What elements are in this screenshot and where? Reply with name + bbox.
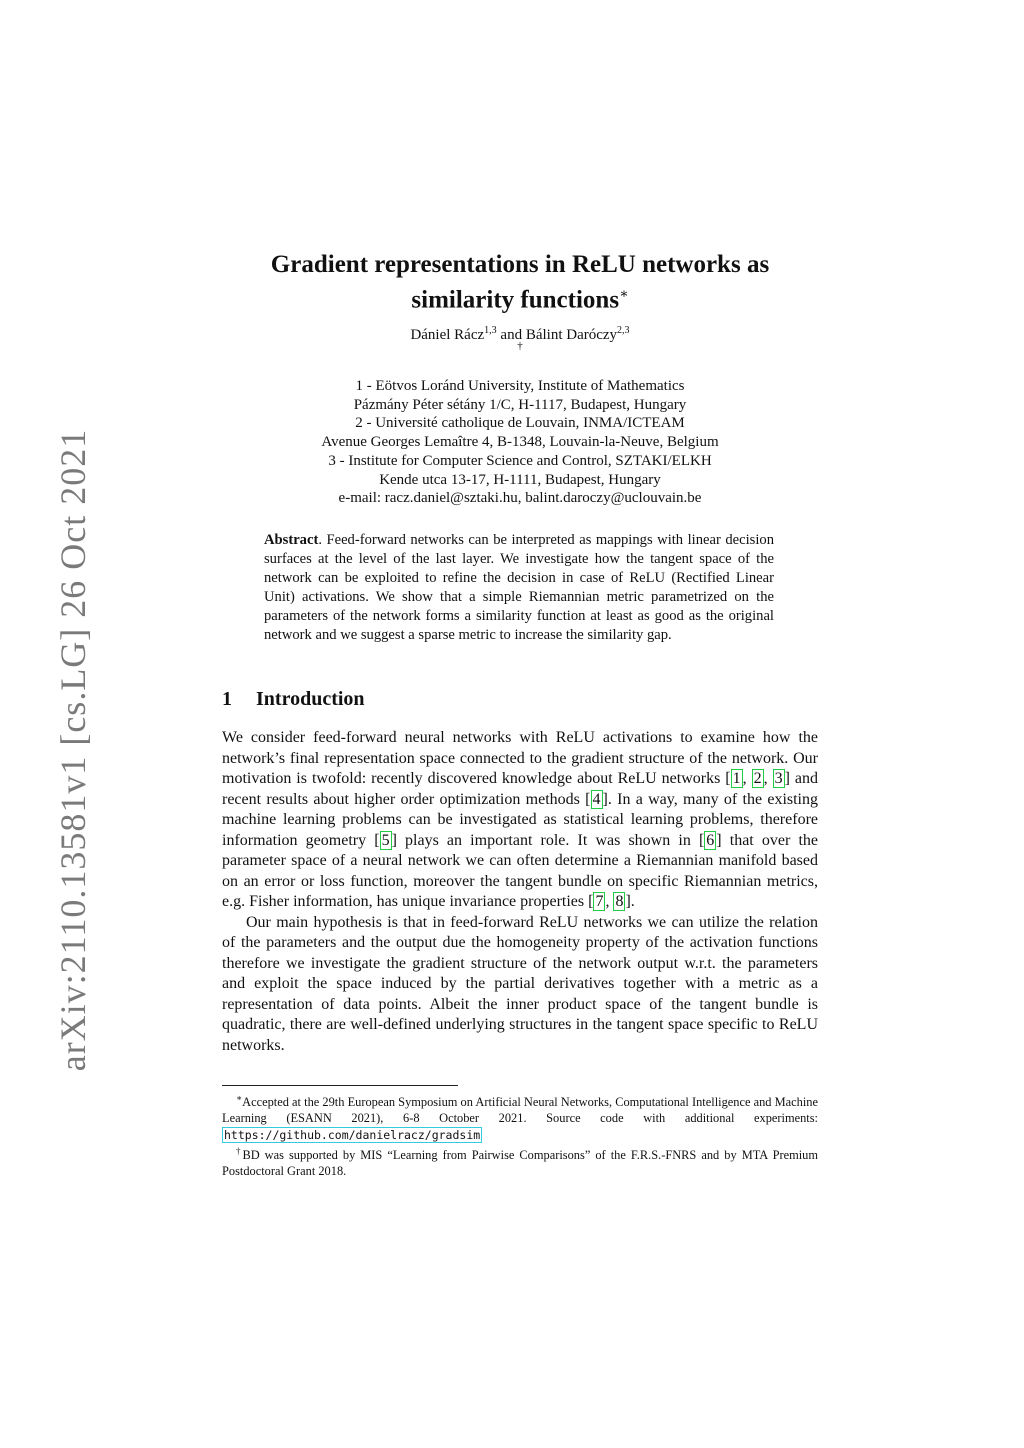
author-1-affiliation: 1,3 bbox=[484, 325, 497, 336]
author-1-name: Dániel Rácz bbox=[410, 327, 485, 343]
paragraph-text: , bbox=[742, 770, 752, 787]
title-line-1: Gradient representations in ReLU networks as bbox=[270, 251, 770, 278]
citation-link[interactable]: 4 bbox=[592, 790, 601, 808]
paragraph-1 bbox=[222, 728, 818, 913]
footnote-1 bbox=[222, 1090, 818, 1143]
affiliation-block bbox=[200, 377, 840, 508]
paragraph-text: ] and recent results about higher order optimization methods [ bbox=[222, 770, 819, 808]
author-2-name: Bálint Daróczy bbox=[525, 327, 618, 343]
introduction-body bbox=[222, 728, 818, 1056]
citation-link[interactable]: 2 bbox=[753, 770, 762, 787]
paragraph-text: ] plays an important role. It was shown in [ bbox=[391, 831, 705, 849]
author-dagger-mark[interactable]: † bbox=[517, 340, 523, 352]
title-footnote-mark[interactable]: ∗ bbox=[619, 287, 629, 302]
footnote-1-text: Accepted at the 29th European Symposium on Artificial Neural Networks, Computational Intelligence and Machine Learning (ESANN 2021), 6-8 October 2021. Source code with additional experiments: bbox=[222, 1095, 818, 1126]
arxiv-identifier-stamp[interactable]: arXiv:2110.13581v1 [cs.LG] 26 Oct 2021 bbox=[53, 428, 93, 1072]
title-line-2: similarity functions bbox=[411, 286, 620, 314]
paragraph-text: , bbox=[605, 893, 614, 910]
affiliation-line: Pázmány Péter sétány 1/C, H-1117, Budapest, Hungary bbox=[353, 396, 687, 413]
footnote-1-mark: ∗ bbox=[236, 1093, 243, 1103]
citation-link[interactable]: 3 bbox=[774, 770, 783, 787]
citation-link[interactable]: 5 bbox=[381, 831, 390, 849]
paragraph-text: ]. bbox=[625, 893, 635, 910]
footnote-2-text: BD was supported by MIS “Learning from Pairwise Comparisons” of the F.R.S.-FNRS and by MTA Premium Postdoctoral Grant 2018. bbox=[222, 1147, 819, 1179]
affiliation-line: Kende utca 13-17, H-1111, Budapest, Hungary bbox=[379, 471, 661, 488]
citation-link[interactable]: 6 bbox=[706, 831, 715, 849]
paragraph-text: We consider feed-forward neural networks with ReLU activations to examine how the network’s final representation space connected to the gradient structure of the network. Our motivation is twofold: recently discovered knowledge about ReLU networks [ bbox=[222, 729, 818, 787]
affiliation-line: 2 - Université catholique de Louvain, INMA/ICTEAM bbox=[355, 415, 685, 432]
author-conjunction: and bbox=[500, 327, 523, 343]
citation-link[interactable]: 1 bbox=[732, 770, 741, 787]
citation-link[interactable]: 7 bbox=[595, 893, 604, 910]
footnote-divider bbox=[222, 1085, 458, 1086]
affiliation-line: 1 - Eötvos Loránd University, Institute of Mathematics bbox=[355, 378, 685, 394]
paragraph-2: Our main hypothesis is that in feed-forward ReLU networks we can utilize the relation of the parameters and the output due the homogeneity property of the activation functions therefore we investigate the gradient structure of the network output w.r.t. the parameters and exploit the space induced by the partial derivatives together with a metric as a representation of data points. Albeit the inner product space of the tangent bundle is quadratic, there are well-defined underlying structures in the tangent space specific to ReLU networks. bbox=[222, 913, 818, 1054]
abstract-text: . Feed-forward networks can be interpreted as mappings with linear decision surfaces at the level of the last layer. We investigate how the tangent space of the network can be exploited to refine the decision in case of ReLU (Rectified Linear Unit) activations. We show that a simple Riemannian metric parametrized on the parameters of the network forms a similarity function at least as good as the original network and we suggest a sparse metric to increase the similarity gap. bbox=[264, 532, 774, 643]
abstract-label: Abstract bbox=[264, 532, 319, 548]
affiliation-line: 3 - Institute for Computer Science and Control, SZTAKI/ELKH bbox=[328, 452, 712, 469]
source-code-link[interactable]: https://github.com/danielracz/gradsim bbox=[224, 1127, 481, 1142]
paragraph-text: ]. In a way, many of the existing machine learning problems can be investigated as statistical learning problems, therefore information geometry [ bbox=[222, 790, 819, 849]
affiliation-line: Avenue Georges Lemaître 4, B-1348, Louvain-la-Neuve, Belgium bbox=[321, 434, 719, 451]
author-2-affiliation: 2,3 bbox=[617, 325, 630, 336]
section-heading-introduction bbox=[222, 686, 818, 712]
footnote-2-mark: † bbox=[236, 1145, 243, 1156]
footnote-2 bbox=[222, 1143, 818, 1180]
citation-link[interactable]: 8 bbox=[615, 893, 624, 910]
paragraph-text: ] that over the parameter space of a neural network we can often determine a Riemannian manifold based on an error or loss function, moreover the tangent bundle on specific Riemannian metrics, e.g. Fisher information, has unique invariance properties [ bbox=[222, 831, 819, 910]
section-title: Introduction bbox=[256, 688, 365, 710]
paragraph-text: , bbox=[763, 770, 773, 787]
abstract bbox=[264, 531, 774, 645]
footnotes bbox=[222, 1090, 818, 1179]
section-number: 1 bbox=[222, 688, 232, 710]
paper-title bbox=[200, 250, 840, 315]
contact-email-line: e-mail: racz.daniel@sztaki.hu, balint.daroczy@uclouvain.be bbox=[338, 490, 702, 507]
